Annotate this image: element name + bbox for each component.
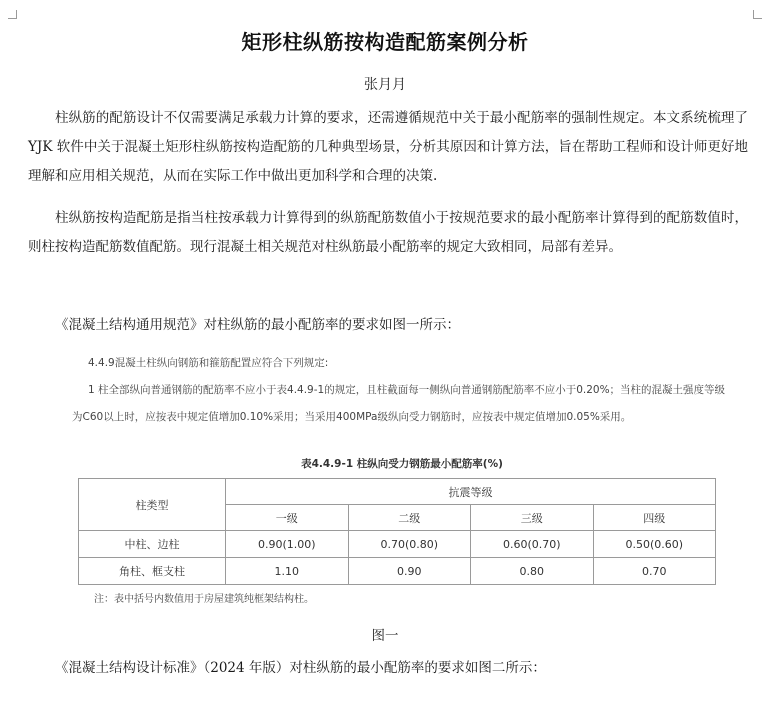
header-grade-2: 二级 xyxy=(348,505,471,531)
figure1-clause xyxy=(72,350,732,431)
table-cell: 0.60(0.70) xyxy=(471,531,594,558)
paragraph-definition: 柱纵筋按构造配筋是指当柱按承载力计算得到的纵筋配筋数值小于按规范要求的最小配筋率计算得到的配筋数值时，则柱按构造配筋数值配筋。现行混凝土相关规范对柱纵筋最小配筋率的规定大致相同，局部有差异。 xyxy=(28,210,748,255)
author-name: 张月月 xyxy=(364,77,406,93)
table-row xyxy=(79,531,716,558)
table-row xyxy=(79,558,716,585)
paragraph-intro: 柱纵筋的配筋设计不仅需要满足承载力计算的要求，还需遵循规范中关于最小配筋率的强制性规定。本文系统梳理了 YJK 软件中关于混凝土矩形柱纵筋按构造配筋的几种典型场景，分析其原因和计算方法，旨在帮助工程师和设计师更好地理解和应用相关规范，从而在实际工作中做出更加科学和合理的决策. xyxy=(28,110,748,184)
table-cell: 0.50(0.60) xyxy=(593,531,716,558)
paragraph-figure1-lead: 《混凝土结构通用规范》对柱纵筋的最小配筋率的要求如图一所示： xyxy=(55,317,460,333)
table-cell: 0.90(1.00) xyxy=(226,531,349,558)
table-cell: 0.90 xyxy=(348,558,471,585)
table-cell: 1.10 xyxy=(226,558,349,585)
table-cell: 0.80 xyxy=(471,558,594,585)
header-grade-3: 三级 xyxy=(471,505,594,531)
row-type: 角柱、框支柱 xyxy=(79,558,226,585)
figure1-label: 图一 xyxy=(371,628,399,644)
row-type: 中柱、边柱 xyxy=(79,531,226,558)
table-note: 注：表中括号内数值用于房屋建筑纯框架结构柱。 xyxy=(94,594,314,605)
min-reinforcement-table xyxy=(78,478,716,585)
page-corner-mark-left xyxy=(8,10,17,19)
table-cell: 0.70 xyxy=(593,558,716,585)
document-title: 矩形柱纵筋按构造配筋案例分析 xyxy=(241,30,529,54)
table-caption: 表4.4.9-1 柱纵向受力钢筋最小配筋率(%) xyxy=(301,458,503,470)
header-column-type: 柱类型 xyxy=(79,479,226,531)
header-grade-1: 一级 xyxy=(226,505,349,531)
header-seismic-grade: 抗震等级 xyxy=(226,479,716,505)
clause-heading: 4.4.9混凝土柱纵向钢筋和箍筋配置应符合下列规定: xyxy=(88,357,329,369)
page-corner-mark-right xyxy=(753,10,762,19)
header-grade-4: 四级 xyxy=(593,505,716,531)
table-cell: 0.70(0.80) xyxy=(348,531,471,558)
paragraph-figure2-lead: 《混凝土结构设计标准》（2024 年版）对柱纵筋的最小配筋率的要求如图二所示： xyxy=(55,660,546,676)
clause-text: 1 柱全部纵向普通钢筋的配筋率不应小于表4.4.9-1的规定，且柱截面每一侧纵向普通钢筋配筋率不应小于0.20%；当柱的混凝土强度等级为C60以上时，应按表中规定值增加0.10%采用；当采用400MPa级纵向受力钢筋时，应按表中规定值增加0.05%采用。 xyxy=(72,384,726,423)
